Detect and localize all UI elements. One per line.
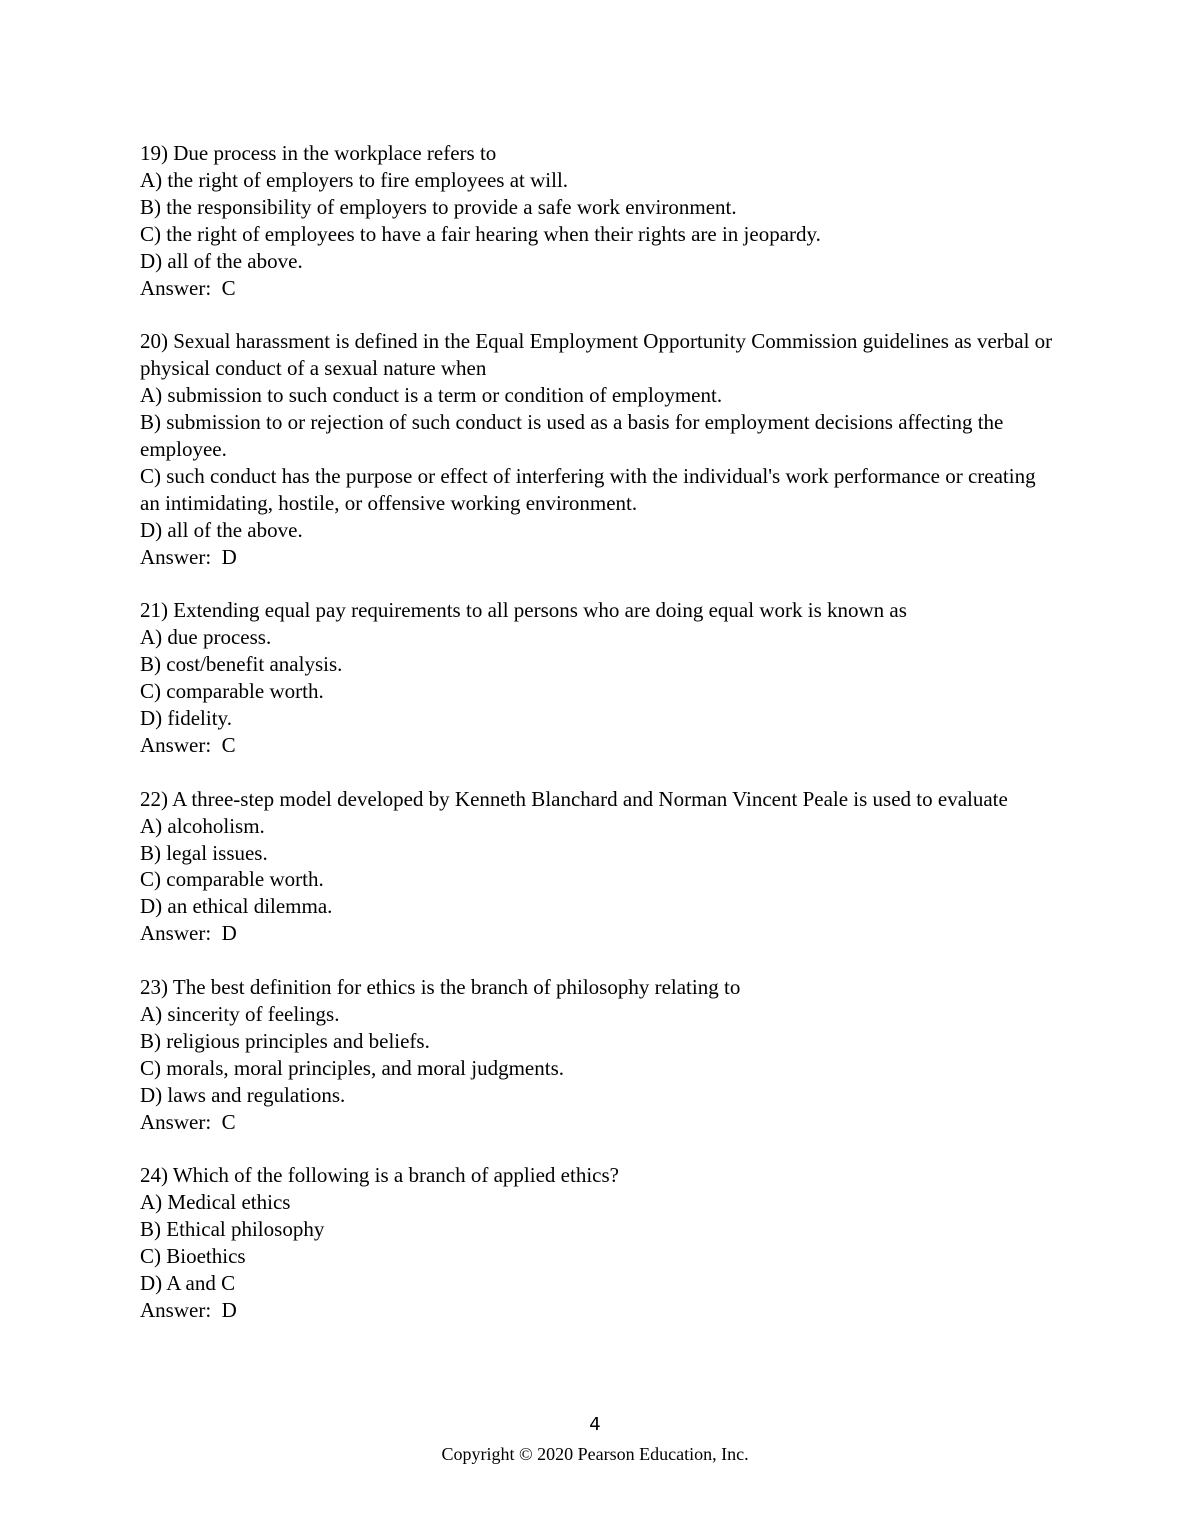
question-21: [140, 597, 1060, 758]
option-b: B) cost/benefit analysis.: [140, 652, 343, 677]
copyright-notice: Copyright © 2020 Pearson Education, Inc.: [441, 1444, 749, 1464]
page-number: 4: [589, 1414, 601, 1435]
question-22: [140, 786, 1060, 947]
option-a: A) due process.: [140, 625, 272, 650]
option-a: A) submission to such conduct is a term or condition of employment.: [140, 383, 723, 408]
option-b: B) religious principles and beliefs.: [140, 1028, 430, 1053]
question-prompt: 22) A three-step model developed by Kenneth Blanchard and Norman Vincent Peale is used to evaluate: [140, 786, 1008, 811]
question-23: [140, 974, 1060, 1135]
question-prompt: 24) Which of the following is a branch of applied ethics?: [140, 1163, 619, 1188]
option-a: A) the right of employers to fire employees at will.: [140, 167, 569, 192]
option-a: A) sincerity of feelings.: [140, 1001, 340, 1026]
question-prompt: 23) The best definition for ethics is the branch of philosophy relating to: [140, 975, 741, 1000]
option-c: C) comparable worth.: [140, 867, 324, 892]
answer: Answer: C: [140, 275, 236, 300]
option-d: D) all of the above.: [140, 248, 303, 273]
question-prompt: 20) Sexual harassment is defined in the Equal Employment Opportunity Commission guidelines as verbal or physical conduct of a sexual nature when: [140, 329, 1058, 381]
option-d: D) A and C: [140, 1270, 236, 1295]
option-b: B) Ethical philosophy: [140, 1217, 325, 1242]
option-c: C) such conduct has the purpose or effect of interfering with the individual's work performance or creating an intimidating, hostile, or offensive working environment.: [140, 463, 1041, 515]
question-19: [140, 140, 1060, 301]
option-b: B) legal issues.: [140, 840, 268, 865]
option-c: C) morals, moral principles, and moral judgments.: [140, 1055, 564, 1080]
option-c: C) Bioethics: [140, 1244, 246, 1269]
question-prompt: 19) Due process in the workplace refers to: [140, 141, 497, 165]
option-d: D) all of the above.: [140, 517, 303, 542]
option-d: D) laws and regulations.: [140, 1082, 346, 1107]
answer: Answer: D: [140, 921, 237, 946]
question-20: [140, 328, 1060, 570]
option-b: B) submission to or rejection of such conduct is used as a basis for employment decisions affecting the employee.: [140, 410, 1009, 461]
option-d: D) an ethical dilemma.: [140, 894, 333, 919]
question-list: [140, 140, 1060, 1351]
question-prompt: 21) Extending equal pay requirements to all persons who are doing equal work is known as: [140, 598, 907, 623]
option-a: A) Medical ethics: [140, 1190, 291, 1215]
answer: Answer: D: [140, 1297, 237, 1322]
option-d: D) fidelity.: [140, 706, 232, 730]
option-a: A) alcoholism.: [140, 813, 265, 838]
question-24: [140, 1162, 1060, 1323]
option-c: C) comparable worth.: [140, 679, 324, 704]
option-b: B) the responsibility of employers to provide a safe work environment.: [140, 194, 737, 219]
answer: Answer: C: [140, 1109, 236, 1134]
answer: Answer: D: [140, 544, 237, 569]
answer: Answer: C: [140, 732, 236, 757]
option-c: C) the right of employees to have a fair hearing when their rights are in jeopardy.: [140, 221, 821, 246]
